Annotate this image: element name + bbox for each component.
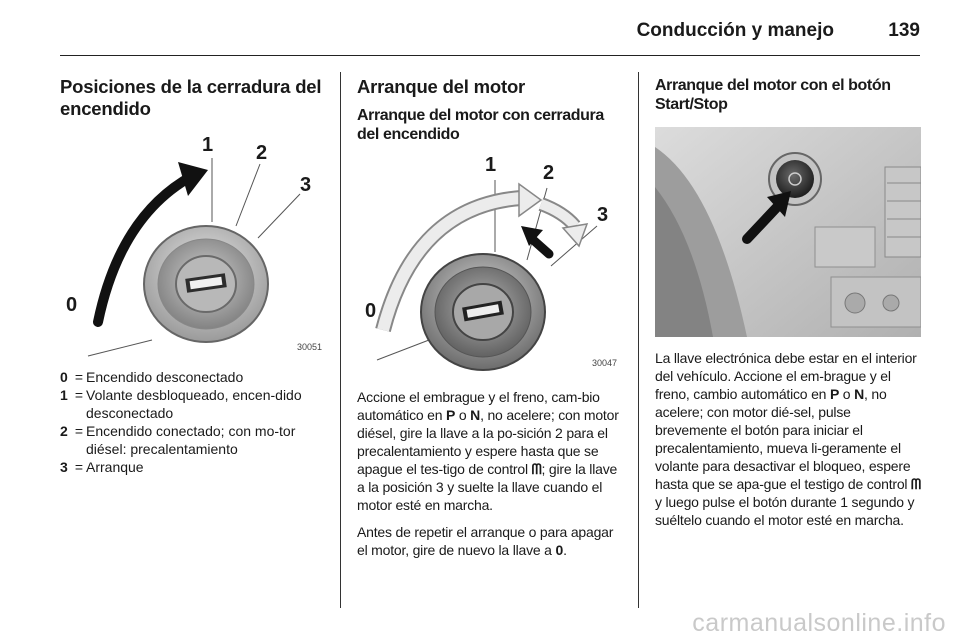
text-run: Antes de repetir el arranque o para apagar el motor, gire de nuevo la llave a bbox=[357, 524, 614, 558]
subheading-start-stop: Arranque del motor con el botón Start/Stop bbox=[655, 77, 891, 113]
legend-key: 3 bbox=[60, 459, 68, 475]
text-run: , no acelere; con motor diésel, gire la llave a la po-sición 2 para el precalentamiento y espere hasta que se apague el tes-tigo de control bbox=[357, 407, 619, 477]
legend-key: 2 bbox=[60, 423, 68, 439]
ignition-start-illustration bbox=[357, 154, 623, 374]
ignition-start-figure bbox=[357, 154, 623, 374]
header-rule bbox=[60, 55, 920, 56]
legend-text: Encendido desconectado bbox=[86, 369, 244, 385]
glow-plug-icon: ᗰ bbox=[531, 461, 542, 477]
text-run: y luego pulse el botón durante 1 segundo y suéltelo cuando el motor esté en marcha. bbox=[655, 494, 915, 528]
position-zero: 0 bbox=[555, 542, 564, 558]
heading-engine-start: Arranque del motor bbox=[357, 76, 526, 97]
label-position-3: 3 bbox=[597, 204, 609, 226]
text-run: o bbox=[839, 386, 855, 402]
legend-equals: = bbox=[74, 387, 84, 403]
legend-equals: = bbox=[74, 423, 84, 439]
figure-number: 30047 bbox=[591, 358, 617, 368]
legend-key: 0 bbox=[60, 369, 68, 385]
paragraph-restart-instructions bbox=[357, 523, 623, 559]
paragraph-start-stop-instructions bbox=[655, 349, 921, 529]
ignition-lock-illustration bbox=[60, 134, 328, 358]
legend-text: Encendido conectado; con mo-tor diésel: precalentamiento bbox=[86, 423, 296, 457]
label-position-2: 2 bbox=[543, 162, 555, 184]
legend-text: Arranque bbox=[86, 459, 144, 475]
label-position-3: 3 bbox=[300, 174, 312, 196]
column-divider-right bbox=[638, 72, 639, 608]
gear-n: N bbox=[854, 386, 864, 402]
legend-key: 1 bbox=[60, 387, 68, 403]
ignition-lock-figure bbox=[60, 134, 328, 358]
gear-p: P bbox=[446, 407, 456, 423]
text-run: , no acelere; con motor dié-sel, pulse brevemente el botón para iniciar el precalentamiento, mueva li-geramente el volante para desactivar el bloqueo, espere hasta que se apa-gue el testigo de control bbox=[655, 386, 912, 492]
figure-number: 30051 bbox=[296, 342, 322, 352]
start-stop-illustration bbox=[655, 127, 921, 337]
text-run: La llave electrónica debe estar en el interior del vehículo. Accione el em-brague y el freno, cambio automático en bbox=[655, 350, 917, 402]
subheading-ignition-start: Arranque del motor con cerradura del encendido bbox=[357, 107, 604, 143]
paragraph-ignition-instructions bbox=[357, 388, 623, 514]
watermark: carmanualsonline.info bbox=[692, 609, 946, 637]
label-position-1: 1 bbox=[202, 134, 214, 156]
text-run: o bbox=[455, 407, 471, 423]
gear-n: N bbox=[470, 407, 481, 423]
label-position-0: 0 bbox=[66, 294, 78, 316]
page-header bbox=[60, 0, 920, 56]
start-stop-figure bbox=[655, 127, 921, 337]
legend-row bbox=[60, 422, 328, 458]
position-legend bbox=[60, 368, 328, 476]
column-engine-start bbox=[357, 76, 623, 559]
column-start-stop-button bbox=[655, 76, 921, 529]
legend-row bbox=[60, 386, 328, 422]
section-title: Conducción y manejo bbox=[636, 20, 834, 41]
text-run: ; gire la llave a la posición 3 y suelte la llave cuando el motor esté en marcha. bbox=[357, 461, 618, 513]
heading-ignition-positions: Posiciones de la cerradura del encendido bbox=[60, 76, 322, 119]
label-position-1: 1 bbox=[485, 154, 497, 176]
text-run: Accione el embrague y el freno, cam-bio automático en bbox=[357, 389, 600, 423]
legend-text: Volante desbloqueado, encen-dido desconectado bbox=[86, 387, 302, 421]
label-position-2: 2 bbox=[256, 142, 268, 164]
label-position-0: 0 bbox=[365, 300, 377, 322]
legend-equals: = bbox=[74, 459, 84, 475]
text-run: . bbox=[563, 542, 567, 558]
column-divider-left bbox=[340, 72, 341, 608]
legend-row bbox=[60, 458, 328, 476]
glow-plug-icon: ᗰ bbox=[911, 476, 921, 492]
legend-row bbox=[60, 368, 328, 386]
page-number: 139 bbox=[888, 20, 920, 41]
legend-equals: = bbox=[74, 369, 84, 385]
column-ignition-positions bbox=[60, 76, 328, 476]
gear-p: P bbox=[829, 386, 840, 402]
